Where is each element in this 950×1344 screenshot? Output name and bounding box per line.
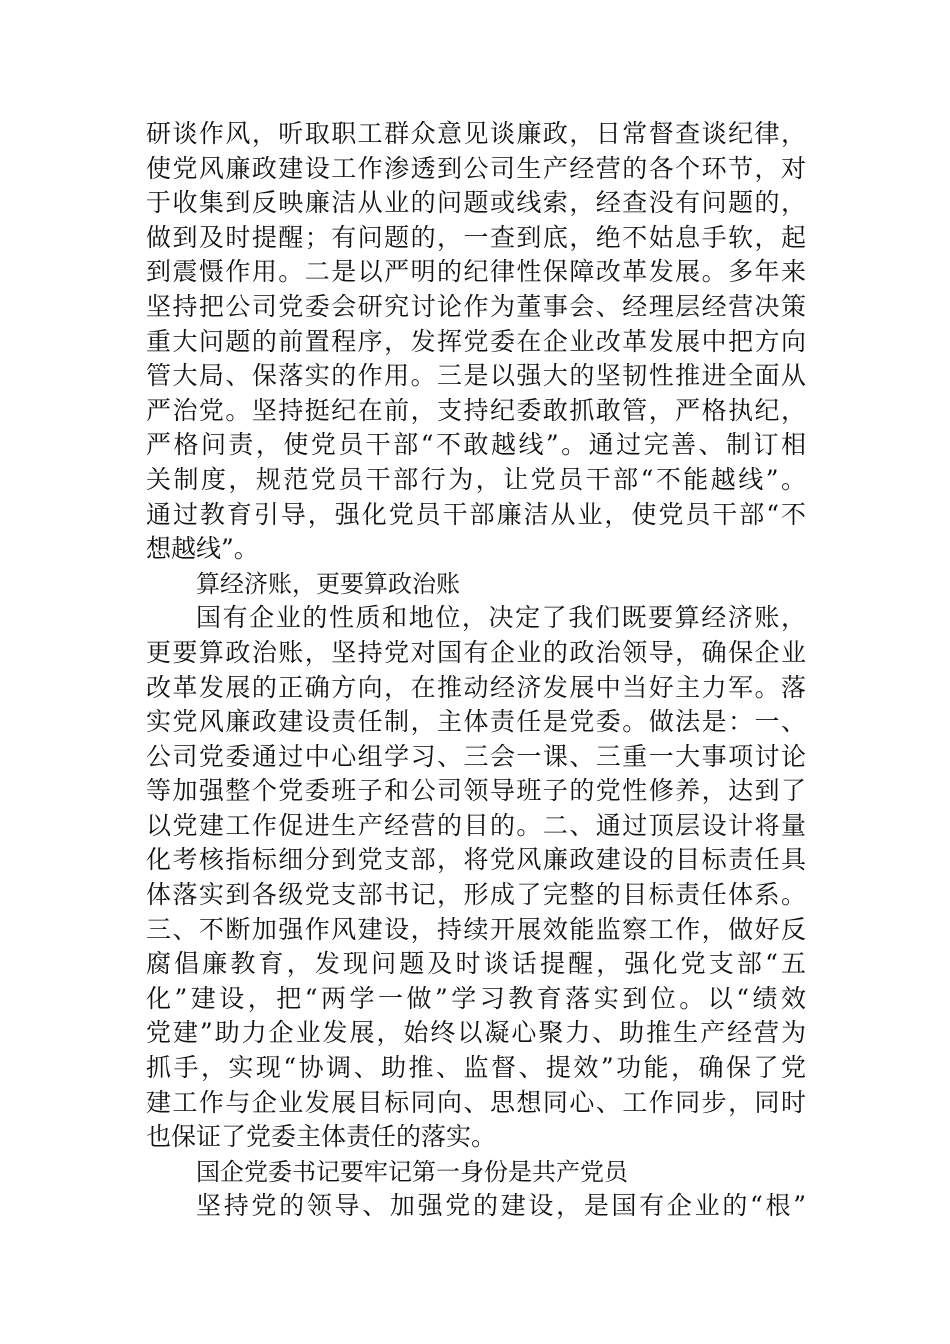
text-line: 也保证了党委主体责任的落实。 [146, 1122, 497, 1152]
text-line: 关制度，规范党员干部行为，让党员干部“不能越线”。 [146, 464, 806, 494]
text-line: 腐倡廉教育，发现问题及时谈话提醒，强化党支部“五 [146, 949, 806, 979]
section-economic-political [146, 567, 806, 1155]
text-line: 坚持把公司党委会研究讨论作为董事会、经理层经营决策 [146, 291, 806, 321]
text-line: 研谈作风，听取职工群众意见谈廉政，日常督查谈纪律， [146, 119, 806, 148]
section-party-member-identity [146, 1155, 806, 1224]
text-line: 建工作与企业发展目标同向、思想同心、工作同步，同时 [146, 1087, 806, 1117]
text-line: 做到及时提醒；有问题的，一查到底，绝不姑息手软，起 [146, 222, 806, 252]
text-line: 严格问责，使党员干部“不敢越线”。通过完善、制订相 [146, 430, 806, 460]
text-line: 公司党委通过中心组学习、三会一课、三重一大事项讨论 [146, 741, 806, 771]
text-line: 化”建设，把“两学一做”学习教育落实到位。以“绩效 [146, 983, 806, 1013]
text-line: 以党建工作促进生产经营的目的。二、通过顶层设计将量 [146, 810, 806, 840]
text-line: 改革发展的正确方向，在推动经济发展中当好主力军。落 [146, 672, 806, 702]
section-heading: 国企党委书记要牢记第一身份是共产党员 [196, 1157, 628, 1186]
text-line: 体落实到各级党支部书记，形成了完整的目标责任体系。 [146, 880, 806, 910]
text-line: 抓手，实现“协调、助推、监督、提效”功能，确保了党 [146, 1053, 806, 1083]
paragraph-1 [146, 117, 806, 567]
text-line: 管大局、保落实的作用。三是以强大的坚韧性推进全面从 [146, 361, 806, 391]
text-line: 化考核指标细分到党支部，将党风廉政建设的目标责任具 [146, 845, 806, 875]
text-line: 三、不断加强作风建设，持续开展效能监察工作，做好反 [146, 914, 806, 944]
text-line: 国有企业的性质和地位，决定了我们既要算经济账， [196, 603, 806, 633]
text-line: 坚持党的领导、加强党的建设，是国有企业的“根” [196, 1191, 806, 1221]
text-line: 到震慑作用。二是以严明的纪律性保障改革发展。多年来 [146, 257, 806, 287]
text-line: 党建”助力企业发展，始终以凝心聚力、助推生产经营为 [146, 1018, 806, 1048]
text-line: 于收集到反映廉洁从业的问题或线索，经查没有问题的， [146, 188, 806, 218]
section-heading: 算经济账，更要算政治账 [196, 569, 460, 598]
text-line: 想越线”。 [146, 534, 259, 564]
document-page [146, 117, 806, 1224]
text-line: 通过教育引导，强化党员干部廉洁从业，使党员干部“不 [146, 499, 806, 529]
text-line: 更要算政治账，坚持党对国有企业的政治领导，确保企业 [146, 637, 806, 667]
text-line: 使党风廉政建设工作渗透到公司生产经营的各个环节，对 [146, 153, 806, 183]
text-line: 重大问题的前置程序，发挥党委在企业改革发展中把方向 [146, 326, 806, 356]
text-line: 实党风廉政建设责任制，主体责任是党委。做法是：一、 [146, 707, 806, 737]
text-line: 严治党。坚持挺纪在前，支持纪委敢抓敢管，严格执纪， [146, 395, 806, 425]
text-line: 等加强整个党委班子和公司领导班子的党性修养，达到了 [146, 776, 806, 806]
